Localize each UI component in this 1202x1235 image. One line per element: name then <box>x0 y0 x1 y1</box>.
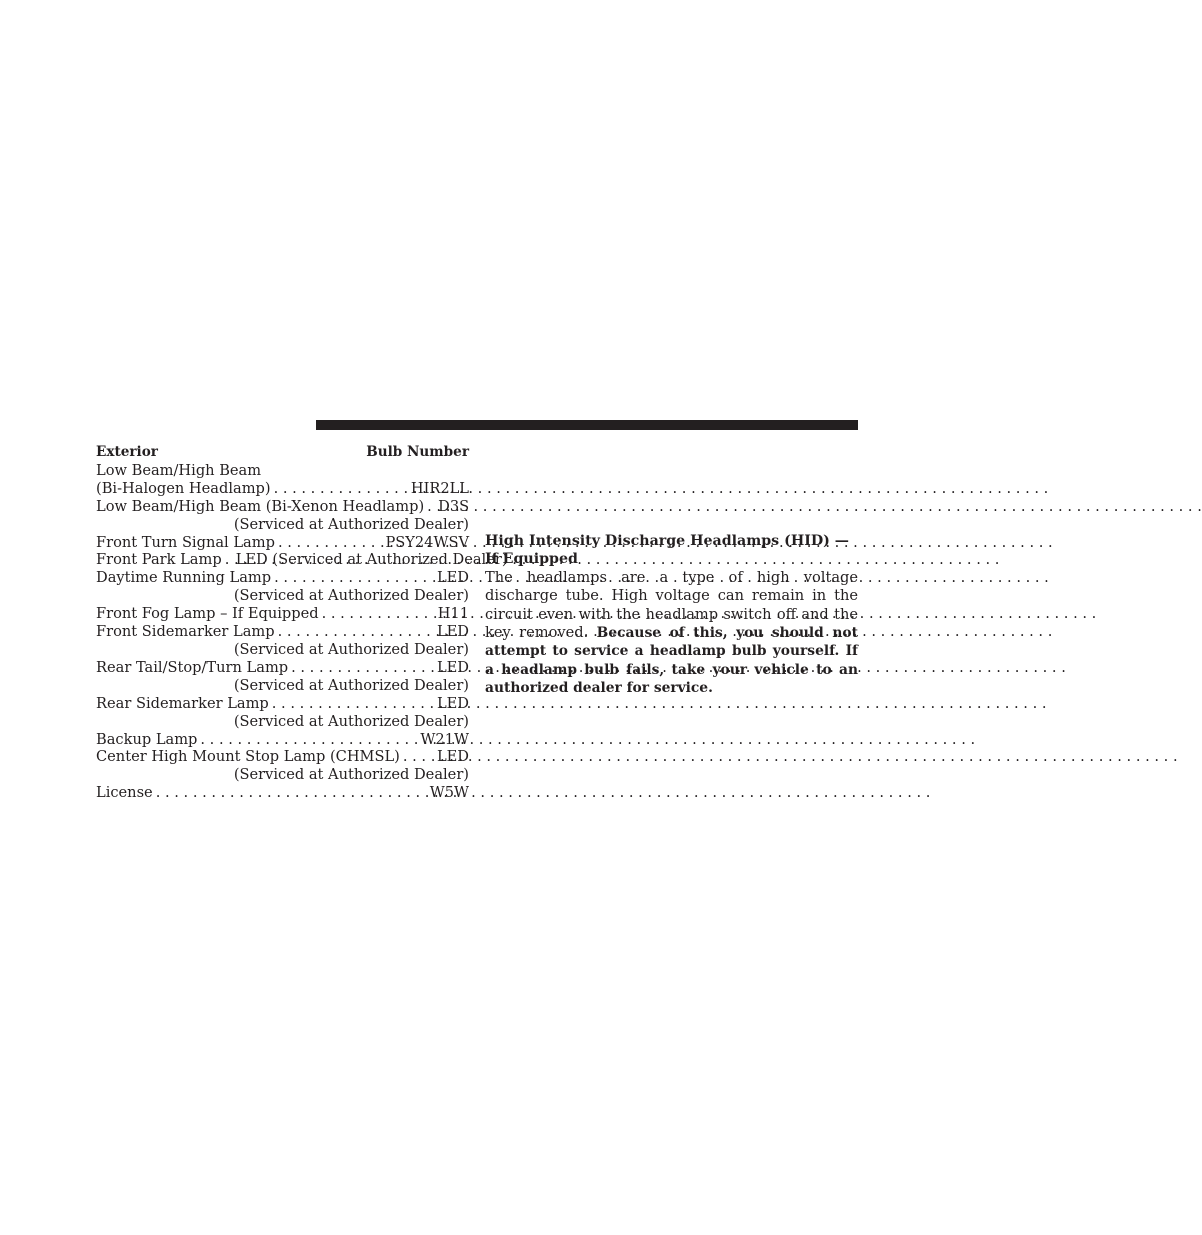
bulb-number: W5W <box>429 784 469 802</box>
table-row <box>96 480 469 498</box>
lamp-name: License <box>96 784 153 802</box>
table-row <box>96 695 469 713</box>
dot-leader <box>197 731 420 749</box>
hid-section <box>485 532 858 698</box>
lamp-name: Backup Lamp <box>96 730 198 748</box>
table-row <box>96 605 469 623</box>
bulb-number: D3S <box>438 497 470 515</box>
lamp-name: Rear Tail/Stop/Turn Lamp <box>96 658 289 676</box>
dot-leader <box>288 659 437 677</box>
table-row <box>96 731 469 749</box>
dot-leader <box>275 623 437 641</box>
lamp-name: Low Beam/High Beam (Bi-Xenon Headlamp) <box>96 497 425 515</box>
table-row <box>96 659 469 677</box>
lamp-name: Front Fog Lamp – If Equipped <box>96 605 319 623</box>
bulb-number: HIR2LL <box>410 479 469 497</box>
dot-leader <box>269 695 437 713</box>
bulb-table <box>96 444 508 802</box>
table-row-note: (Serviced at Authorized Dealer) <box>233 766 469 784</box>
lamp-name: (Bi-Halogen Headlamp) <box>96 479 271 497</box>
column-header-exterior: Exterior <box>96 444 158 460</box>
bulb-number: LED <box>436 694 469 712</box>
table-row <box>96 498 469 516</box>
lamp-name: Front Sidemarker Lamp <box>96 623 275 641</box>
bulb-number: LED (Serviced at Authorized Dealer) <box>235 551 508 569</box>
bulb-table-header <box>96 444 469 462</box>
column-header-bulb-number: Bulb Number <box>366 444 469 460</box>
lamp-name: Daytime Running Lamp <box>96 569 272 587</box>
lamp-name: Front Park Lamp <box>96 551 222 569</box>
table-row <box>96 569 469 587</box>
hid-body-warning: Because of this, you should not attempt to service a headlamp bulb yourself. If a headlamp bulb fails, take your vehicle to an authorized dealer for service. <box>485 625 858 697</box>
table-row <box>96 623 469 641</box>
bulb-number: LED <box>436 658 469 676</box>
bulb-number: LED <box>436 623 469 641</box>
table-row-label: Low Beam/High Beam <box>96 461 262 479</box>
dot-leader <box>400 748 437 766</box>
dot-leader <box>222 551 236 569</box>
bulb-number: H11 <box>437 605 469 623</box>
hid-heading: High Intensity Discharge Headlamps (HID) — If Equipped <box>485 533 849 568</box>
lamp-name: Rear Sidemarker Lamp <box>96 694 269 712</box>
table-row-note: (Serviced at Authorized Dealer) <box>233 676 469 694</box>
dot-leader <box>424 498 438 516</box>
table-row <box>96 551 508 569</box>
table-row <box>96 748 469 766</box>
bulb-table-lines <box>96 461 508 802</box>
section-top-rule <box>316 420 858 430</box>
table-row-note: (Serviced at Authorized Dealer) <box>233 640 469 658</box>
table-row-note: (Serviced at Authorized Dealer) <box>233 587 469 605</box>
dot-leader <box>319 605 438 623</box>
table-row-note: (Serviced at Authorized Dealer) <box>233 712 469 730</box>
bulb-number: LED <box>436 569 469 587</box>
bulb-number: PSY24WSV <box>385 533 469 551</box>
table-row <box>96 784 469 802</box>
bulb-number: LED <box>436 748 469 766</box>
dot-leader <box>271 569 437 587</box>
hid-body-text: The headlamps are a type of high voltage discharge tube. High voltage can remain in the circuit even with the headlamp switch off and the key removed. <box>485 568 858 642</box>
dot-leader <box>271 480 411 498</box>
lamp-name: Front Turn Signal Lamp <box>96 533 275 551</box>
table-row-note: (Serviced at Authorized Dealer) <box>233 515 469 533</box>
dot-leader <box>153 784 430 802</box>
lamp-name: Center High Mount Stop Lamp (CHMSL) <box>96 748 400 766</box>
table-row <box>96 534 469 552</box>
bulb-number: W21W <box>420 730 469 748</box>
dot-leader <box>275 534 386 552</box>
hid-body <box>485 569 858 698</box>
